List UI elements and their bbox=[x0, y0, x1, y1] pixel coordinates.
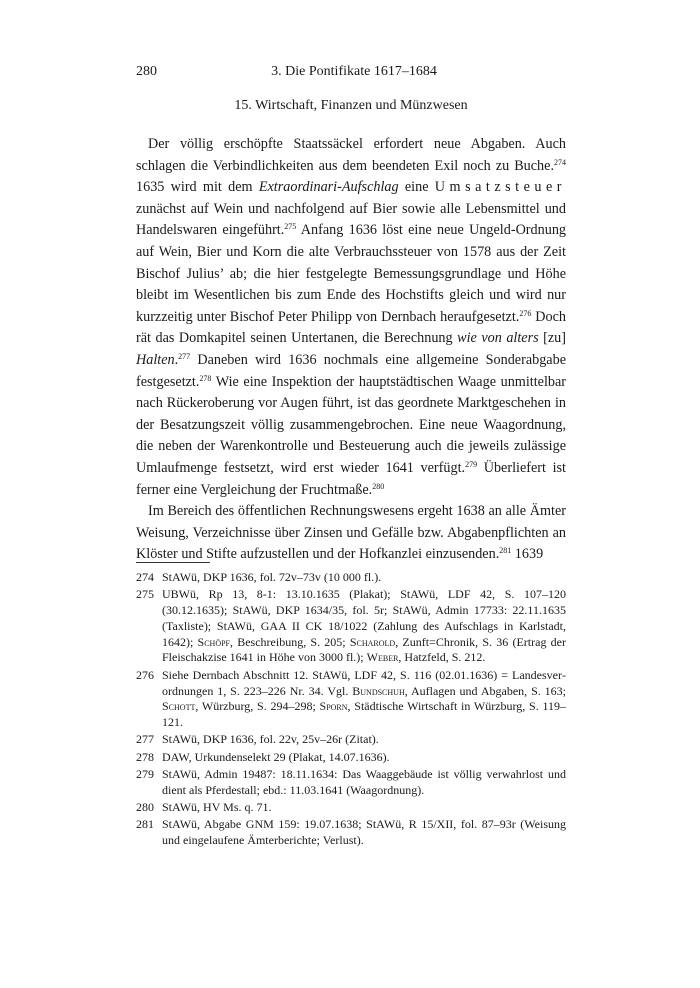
paragraph-2 bbox=[136, 501, 566, 566]
footnote-text bbox=[162, 800, 272, 814]
footnote-number: 281 bbox=[136, 817, 154, 832]
footnote-number: 276 bbox=[136, 667, 154, 682]
footnote-number: 275 bbox=[136, 587, 154, 602]
footnotes bbox=[136, 570, 566, 851]
footnote-277 bbox=[136, 732, 566, 748]
text-run: 1635 wird mit dem bbox=[136, 179, 259, 196]
footnote-number: 277 bbox=[136, 732, 154, 747]
footnote-number: 280 bbox=[136, 800, 154, 815]
text-run: zunächst auf Wein und nachfolgend auf Bier sowie alle Lebensmittel und Handelswaren eingeführt. bbox=[136, 200, 566, 239]
running-title: 3. Die Pontifikate 1617–1684 bbox=[271, 64, 437, 79]
text-run: , Städtische Wirtschaft in Würzburg, S. 119–121. bbox=[162, 699, 566, 730]
footnote-281 bbox=[136, 817, 566, 849]
text-run: . bbox=[174, 351, 179, 368]
footnote-ref-280[interactable]: 280 bbox=[372, 481, 385, 491]
author-name: Schöpf bbox=[197, 634, 231, 649]
footnote-number: 278 bbox=[136, 749, 154, 764]
page-number: 280 bbox=[136, 64, 157, 79]
footnote-ref-281[interactable]: 281 bbox=[499, 546, 512, 556]
footnote-279 bbox=[136, 767, 566, 799]
text-run: [zu] bbox=[538, 330, 567, 347]
footnote-ref-276[interactable]: 276 bbox=[519, 308, 532, 318]
footnote-text bbox=[162, 570, 381, 584]
text-run: Siehe Dernbach Abschnitt 12. StAWü, LDF 42, S. 116 (02.01.1636) = Landesverordnungen 1, S. 223–226 Nr. 34. Vgl. bbox=[162, 667, 566, 698]
running-head bbox=[136, 64, 566, 84]
author-name: Sporn bbox=[319, 699, 348, 714]
footnote-text bbox=[162, 587, 566, 664]
footnote-ref-277[interactable]: 277 bbox=[178, 351, 191, 361]
footnote-number: 279 bbox=[136, 767, 154, 782]
text-run: Überliefert ist ferner eine Vergleichung der Fruchtmaße. bbox=[136, 459, 566, 498]
footnote-ref-278[interactable]: 278 bbox=[199, 373, 212, 383]
text-run: DAW, Urkundenselekt 29 (Plakat, 14.07.1636). bbox=[162, 749, 390, 764]
text-run: , Zunft=Chronik, S. 36 (Ertrag der Fleischakzise 1641 in Höhe von 3000 fl.); bbox=[162, 634, 566, 665]
text-run: StAWü, DKP 1636, fol. 22v, 25v–26r (Zitat). bbox=[162, 732, 379, 747]
author-name: Scharold bbox=[349, 634, 396, 649]
text-run: Wie eine Inspektion der hauptstädtischen Waage unmittelbar nach Rückeroberung vor Augen führt, ist das geordnete Marktgeschehen in der Besatzungszeit völlig zusammengebrochen. Eine neue Waagordnung, die neben der Warenkontrolle und Besteuerung auch die jeweils zulässige Umlaufmenge festsetzt, wird erst wieder 1641 verfügt. bbox=[136, 373, 566, 476]
text-run: StAWü, DKP 1636, fol. 72v–73v (10 000 fl.). bbox=[162, 570, 382, 584]
text-run: 1639 bbox=[511, 546, 544, 563]
author-name: Schott bbox=[162, 699, 196, 714]
footnote-274 bbox=[136, 570, 566, 586]
text-run: , Hatzfeld, S. 212. bbox=[398, 650, 486, 665]
footnote-ref-275[interactable]: 275 bbox=[284, 222, 297, 232]
footnote-text bbox=[162, 817, 566, 847]
footnote-ref-274[interactable]: 274 bbox=[554, 157, 566, 167]
text-run: StAWü, Admin 19487: 18.11.1634: Das Waaggebäude ist völlig verwahrlost und dient als Pferdestall; ebd.: 11.03.1641 (Waagordnung). bbox=[162, 767, 566, 797]
body-text bbox=[136, 134, 566, 566]
text-run: eine bbox=[398, 179, 435, 196]
text-run: , Beschreibung, S. 205; bbox=[230, 634, 350, 649]
text-run: StAWü, Abgabe GNM 159: 19.07.1638; StAWü, R 15/XII, fol. 87–93r (Weisung und eingelaufene Ämterberichte; Verlust). bbox=[162, 817, 566, 848]
footnote-text bbox=[162, 732, 379, 746]
text-run: Der völlig erschöpfte Staatssäckel erfordert neue Abgaben. Auch schlagen die Verbindlichkeiten aus dem beendeten Exil noch zu Buche. bbox=[136, 136, 566, 174]
footnote-280 bbox=[136, 800, 566, 816]
footnote-number: 274 bbox=[136, 570, 154, 584]
footnote-text bbox=[162, 750, 390, 764]
footnote-text bbox=[162, 767, 566, 797]
author-name: Weber bbox=[366, 650, 399, 665]
spaced-term: Umsatzsteuer bbox=[434, 179, 566, 196]
author-name: Bundschuh bbox=[352, 683, 405, 698]
footnote-ref-279[interactable]: 279 bbox=[465, 459, 478, 469]
text-run: , Auflagen und Abgaben, S. 163; bbox=[404, 683, 566, 698]
text-run: StAWü, HV Ms. q. 71. bbox=[162, 800, 272, 815]
text-run: Anfang 1636 löst eine neue Ungeld-Ordnung auf Wein, Bier und Korn die alte Verbrauchssteuer von 1578 aus der Zeit Bischof Julius’ ab; die hier festgelegte Bemessungsgrundlage und Höhe bleibt im Wesentlichen bis zum Ende des Hochstifts gleich und wird nur kurzzeitig unter Bischof Peter Philipp von Dernbach heraufgesetzt. bbox=[136, 222, 567, 325]
footnote-276 bbox=[136, 668, 566, 731]
paragraph-1 bbox=[136, 134, 566, 501]
italic-quote: wie von alters bbox=[457, 330, 539, 347]
section-heading: 15. Wirtschaft, Finanzen und Münzwesen bbox=[234, 98, 468, 113]
italic-term: Extraordinari-Aufschlag bbox=[258, 179, 399, 196]
text-run: Daneben wird 1636 nochmals eine allgemeine Sonderabgabe festgesetzt. bbox=[136, 351, 566, 390]
footnote-278 bbox=[136, 750, 566, 766]
text-run: , Würzburg, S. 294–298; bbox=[195, 699, 320, 714]
italic-quote: Halten bbox=[136, 351, 175, 368]
footnote-275 bbox=[136, 587, 566, 666]
text-run: Doch rät das Domkapitel seinen Untertanen, die Berechnung bbox=[136, 308, 566, 347]
text-run: Im Bereich des öffentlichen Rechnungswesens ergeht 1638 an alle Ämter Weisung, Verzeichnisse über Zinsen und Gefälle bzw. Abgabenpflichten an Klöster und Stifte aufzustellen und der Hofkanzlei einzusenden. bbox=[136, 503, 566, 563]
footnote-text bbox=[162, 668, 566, 729]
text-run: UBWü, Rp 13, 8-1: 13.10.1635 (Plakat); StAWü, LDF 42, S. 107–120 (30.12.1635); StAWü, DKP 1634/35, fol. 5r; StAWü, Admin 17733: 22.11.1635 (Taxliste); StAWü, GAA II CK 18/1022 (Zahlung des Aufschlags in Karlstadt, 1642); bbox=[162, 587, 566, 649]
footnote-divider bbox=[136, 562, 210, 563]
